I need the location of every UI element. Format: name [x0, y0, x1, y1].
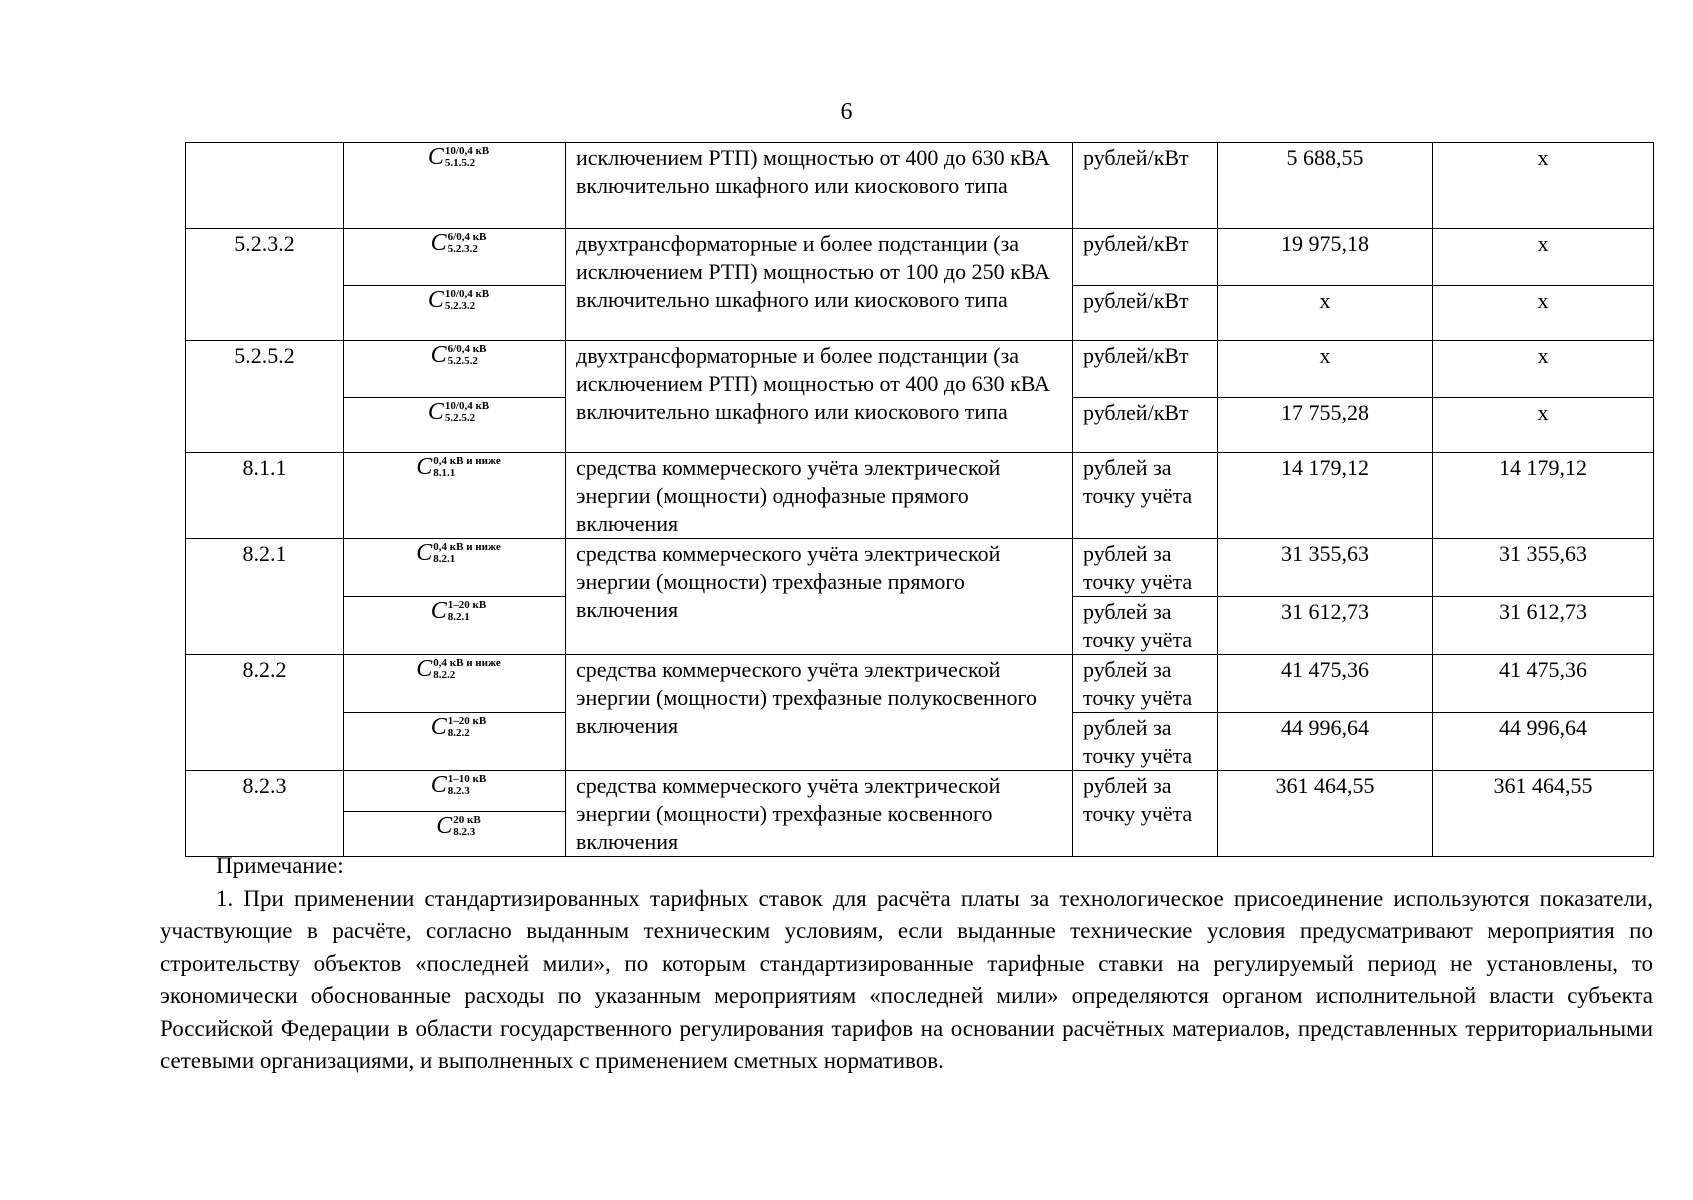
note-paragraph: 1. При применении стандартизированных тарифных ставок для расчёта платы за технологическое присоединение используются показатели, участвующие в расчёте, согласно выданным техническим условиям, если выданные технические условия предусматривают мероприятия по строительству объектов «последней мили», по которым стандартизированные тарифные ставки на регулируемый период не установлены, то экономически обоснованные расходы по указанным мероприятиям «последней мили» определяются органом исполнительной власти субъекта Российской Федерации в области государственного регулирования тарифов на основании расчётных материалов, представленных территориальными сетевыми организациями, и выполненных с применением сметных нормативов. [160, 885, 1653, 1073]
rate-symbol: C 6/0,4 кВ 5.2.5.2 [430, 342, 487, 368]
table-row [186, 341, 1654, 398]
item-number-cell: 8.1.1 [186, 453, 344, 539]
table-row [186, 655, 1654, 713]
tariff-table [185, 142, 1654, 857]
notes-section [160, 850, 1653, 1078]
rate-symbol-cell [344, 713, 566, 771]
rate-value-cell: 44 996,64 [1218, 713, 1433, 771]
rate-symbol: C 1–20 кВ 8.2.2 [430, 714, 487, 740]
rate-value-cell: 19 975,18 [1218, 229, 1433, 286]
unit-cell: рублей за точку учёта [1073, 771, 1218, 857]
unit-cell: рублей/кВт [1073, 286, 1218, 341]
description-cell: средства коммерческого учёта электрической энергии (мощности) трехфазные прямого включения [566, 539, 1073, 655]
rate-value-cell: x [1218, 286, 1433, 341]
rate-value-cell: 361 464,55 [1433, 771, 1654, 857]
description-cell: средства коммерческого учёта электрической энергии (мощности) однофазные прямого включения [566, 453, 1073, 539]
unit-cell: рублей за точку учёта [1073, 655, 1218, 713]
rate-symbol-cell [344, 286, 566, 341]
description-cell: исключением РТП) мощностью от 400 до 630 кВА включительно шкафного или киоскового типа [566, 143, 1073, 229]
description-cell: двухтрансформаторные и более подстанции (за исключением РТП) мощностью от 100 до 250 кВА включительно шкафного или киоскового типа [566, 229, 1073, 341]
item-number-cell [186, 143, 344, 229]
rate-symbol-cell [344, 539, 566, 597]
table-row [186, 771, 1654, 812]
rate-symbol: C 1–20 кВ 8.2.1 [430, 598, 487, 624]
rate-symbol: C 10/0,4 кВ 5.2.3.2 [427, 287, 490, 313]
unit-cell: рублей за точку учёта [1073, 539, 1218, 597]
rate-value-cell: x [1433, 341, 1654, 398]
rate-symbol: C 0,4 кВ и ниже 8.1.1 [416, 454, 501, 480]
unit-cell: рублей за точку учёта [1073, 453, 1218, 539]
rate-value-cell: 44 996,64 [1433, 713, 1654, 771]
rate-value-cell: 17 755,28 [1218, 398, 1433, 453]
rate-value-cell: x [1433, 143, 1654, 229]
rate-symbol-cell [344, 143, 566, 229]
page-number: 6 [840, 99, 853, 125]
rate-value-cell: 14 179,12 [1218, 453, 1433, 539]
item-number-cell: 5.2.5.2 [186, 341, 344, 453]
rate-symbol-cell [344, 771, 566, 812]
rate-value-cell: 14 179,12 [1433, 453, 1654, 539]
rate-symbol-cell [344, 229, 566, 286]
unit-cell: рублей/кВт [1073, 398, 1218, 453]
notes-heading: Примечание: [216, 853, 344, 878]
rate-symbol: C 6/0,4 кВ 5.2.3.2 [430, 230, 487, 256]
description-cell: средства коммерческого учёта электрической энергии (мощности) трехфазные полукосвенного включения [566, 655, 1073, 771]
rate-symbol-cell [344, 398, 566, 453]
rate-symbol: C 10/0,4 кВ 5.1.5.2 [427, 144, 490, 170]
description-cell: двухтрансформаторные и более подстанции (за исключением РТП) мощностью от 400 до 630 кВА включительно шкафного или киоскового типа [566, 341, 1073, 453]
rate-value-cell: 31 612,73 [1218, 597, 1433, 655]
rate-symbol: C 0,4 кВ и ниже 8.2.2 [416, 656, 501, 682]
rate-value-cell: x [1218, 341, 1433, 398]
table-row [186, 229, 1654, 286]
item-number-cell: 8.2.3 [186, 771, 344, 857]
rate-value-cell: x [1433, 398, 1654, 453]
item-number-cell: 8.2.2 [186, 655, 344, 771]
unit-cell: рублей/кВт [1073, 229, 1218, 286]
table-row [186, 539, 1654, 597]
description-cell: средства коммерческого учёта электрической энергии (мощности) трехфазные косвенного включения [566, 771, 1073, 857]
rate-value-cell: x [1433, 286, 1654, 341]
unit-cell: рублей/кВт [1073, 341, 1218, 398]
rate-symbol-cell [344, 453, 566, 539]
rate-symbol: C 10/0,4 кВ 5.2.5.2 [427, 399, 490, 425]
rate-value-cell: 361 464,55 [1218, 771, 1433, 857]
rate-value-cell: x [1433, 229, 1654, 286]
rate-value-cell: 31 355,63 [1433, 539, 1654, 597]
rate-value-cell: 31 612,73 [1433, 597, 1654, 655]
unit-cell: рублей за точку учёта [1073, 713, 1218, 771]
rate-symbol-cell [344, 655, 566, 713]
rate-value-cell: 41 475,36 [1218, 655, 1433, 713]
tariff-table-body [186, 143, 1654, 857]
table-row [186, 143, 1654, 229]
unit-cell: рублей за точку учёта [1073, 597, 1218, 655]
unit-cell: рублей/кВт [1073, 143, 1218, 229]
rate-value-cell: 41 475,36 [1433, 655, 1654, 713]
table-row [186, 453, 1654, 539]
item-number-cell: 5.2.3.2 [186, 229, 344, 341]
rate-symbol-cell [344, 341, 566, 398]
rate-value-cell: 31 355,63 [1218, 539, 1433, 597]
item-number-cell: 8.2.1 [186, 539, 344, 655]
rate-symbol: C 0,4 кВ и ниже 8.2.1 [416, 540, 501, 566]
rate-symbol: C 20 кВ 8.2.3 [436, 813, 481, 840]
rate-symbol-cell [344, 597, 566, 655]
rate-value-cell: 5 688,55 [1218, 143, 1433, 229]
rate-symbol: C 1–10 кВ 8.2.3 [430, 772, 487, 798]
